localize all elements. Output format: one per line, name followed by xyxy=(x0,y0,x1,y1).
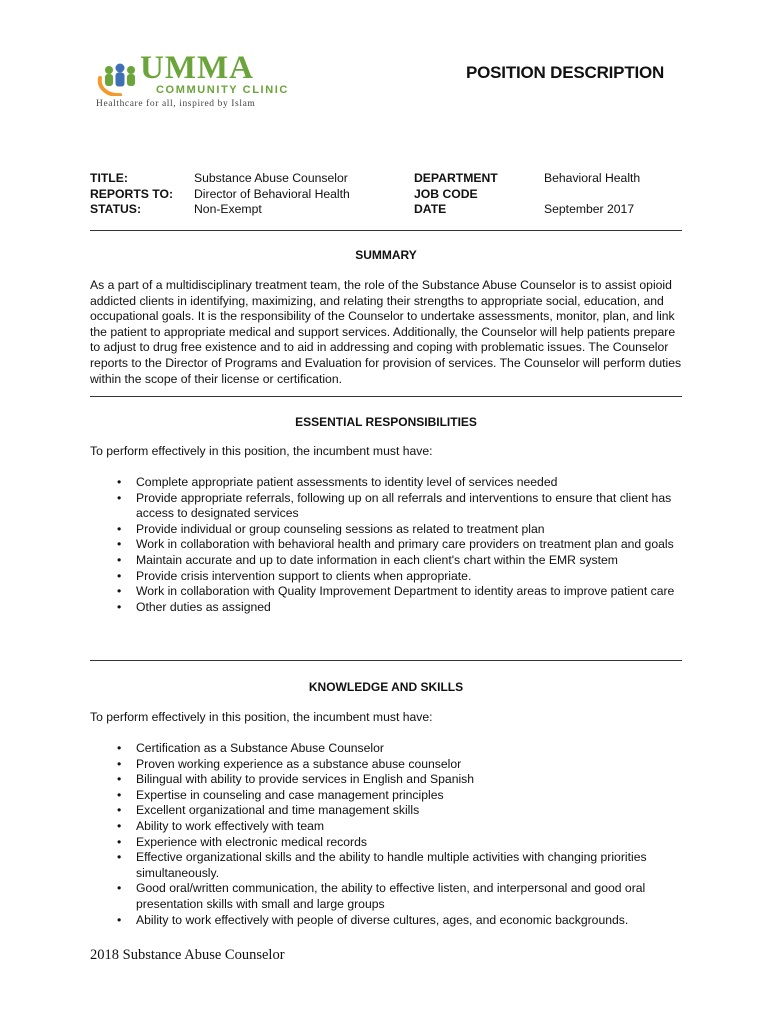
bullet-icon: • xyxy=(117,521,122,536)
department-value: Behavioral Health xyxy=(544,171,641,185)
header-left-labels xyxy=(90,170,173,217)
divider xyxy=(90,230,682,231)
umma-logo xyxy=(94,50,294,116)
knowledge-heading: KNOWLEDGE AND SKILLS xyxy=(308,680,464,694)
bullet-icon: • xyxy=(117,912,122,927)
list-item: • Complete appropriate patient assessments to identity level of services needed xyxy=(117,475,558,489)
logo-tagline: Healthcare for all, inspired by Islam xyxy=(96,99,256,109)
list-item: • Provide individual or group counseling sessions as related to treatment plan xyxy=(117,521,545,536)
list-item: • Work in collaboration with Quality Improvement Department to identity areas to improve patient care xyxy=(117,584,675,599)
summary-heading: SUMMARY xyxy=(355,248,417,262)
bullet-icon: • xyxy=(117,818,122,833)
logo-subname: COMMUNITY CLINIC xyxy=(156,84,289,96)
bullet-icon: • xyxy=(117,490,122,505)
bullet-icon: • xyxy=(117,599,122,614)
bullet-icon: • xyxy=(117,568,122,583)
bullet-icon: • xyxy=(117,756,122,771)
list-item: • Good oral/written communication, the ability to effective listen, and interpersonal and good oral presentation skills with small and large groups xyxy=(117,881,646,911)
reports-to-label: REPORTS TO: xyxy=(90,186,174,201)
list-item: • Expertise in counseling and case management principles xyxy=(117,787,444,802)
list-item: • Provide appropriate referrals, following up on all referrals and interventions to ensure that client has access to designated services xyxy=(117,490,672,521)
list-item: • Ability to work effectively with people of diverse cultures, ages, and economic backgrounds. xyxy=(117,912,629,927)
job-code-value xyxy=(544,186,640,202)
list-item: • Work in collaboration with behavioral health and primary care providers on treatment plan and goals xyxy=(117,537,674,552)
bullet-icon: • xyxy=(117,787,122,802)
reports-to-value: Director of Behavioral Health xyxy=(194,186,350,201)
date-value: September 2017 xyxy=(544,202,635,216)
status-value: Non-Exempt xyxy=(194,202,262,216)
document-title: POSITION DESCRIPTION xyxy=(466,63,665,82)
bullet-icon: • xyxy=(117,803,122,818)
bullet-icon: • xyxy=(117,741,122,755)
responsibilities-intro: To perform effectively in this position, the incumbent must have: xyxy=(90,444,433,458)
responsibilities-heading: ESSENTIAL RESPONSIBILITIES xyxy=(295,415,477,429)
header-left-values xyxy=(194,170,350,217)
people-icon xyxy=(94,56,144,96)
list-item: • Experience with electronic medical records xyxy=(117,834,367,849)
list-item: • Effective organizational skills and the ability to handle multiple activities with changing priorities simultaneously. xyxy=(117,850,647,880)
summary-text: As a part of a multidisciplinary treatment team, the role of the Substance Abuse Counselor is to assist opioid addicted clients in identifying, maximizing, and relating their strengths to appropriate social, education, and occupational goals. It is the responsibility of the Counselor to undertake assessments, monitor, plan, and link the patient to appropriate medical and support services. Additionally, the Counselor will help patients prepare to adjust to drug free existence and to aid in addressing and coping with problematic issues. The Counselor reports to the Director of Programs and Evaluation for provision of services. The Counselor will perform duties within the scope of their license or certification. xyxy=(90,278,682,386)
bullet-icon: • xyxy=(117,584,122,599)
header-right-labels xyxy=(414,170,498,217)
bullet-icon: • xyxy=(117,475,122,489)
responsibilities-list xyxy=(90,475,680,615)
list-item: • Other duties as assigned xyxy=(117,599,271,614)
bullet-icon: • xyxy=(117,537,122,552)
bullet-icon: • xyxy=(117,772,122,787)
bullet-icon: • xyxy=(117,850,122,865)
knowledge-intro: To perform effectively in this position, the incumbent must have: xyxy=(90,710,433,724)
title-label: TITLE: xyxy=(90,171,128,185)
list-item: • Excellent organizational and time management skills xyxy=(117,803,420,818)
list-item: • Maintain accurate and up to date information in each client's chart within the EMR system xyxy=(117,552,618,567)
status-label: STATUS: xyxy=(90,202,141,216)
bullet-icon: • xyxy=(117,834,122,849)
divider xyxy=(90,396,682,397)
page-footer: 2018 Substance Abuse Counselor xyxy=(90,947,285,963)
date-label: DATE xyxy=(414,202,447,216)
logo-wordmark: UMMA xyxy=(140,50,254,86)
department-label: DEPARTMENT xyxy=(414,171,498,185)
job-code-label: JOB CODE xyxy=(414,186,478,201)
list-item: • Certification as a Substance Abuse Counselor xyxy=(117,741,384,755)
bullet-icon: • xyxy=(117,552,122,567)
list-item: • Provide crisis intervention support to clients when appropriate. xyxy=(117,568,472,583)
list-item: • Proven working experience as a substance abuse counselor xyxy=(117,756,462,771)
divider xyxy=(90,660,682,661)
list-item: • Bilingual with ability to provide services in English and Spanish xyxy=(117,772,475,787)
knowledge-list xyxy=(90,741,680,928)
title-value: Substance Abuse Counselor xyxy=(194,171,348,185)
header-right-values xyxy=(544,170,640,217)
bullet-icon: • xyxy=(117,881,122,896)
list-item: • Ability to work effectively with team xyxy=(117,818,325,833)
